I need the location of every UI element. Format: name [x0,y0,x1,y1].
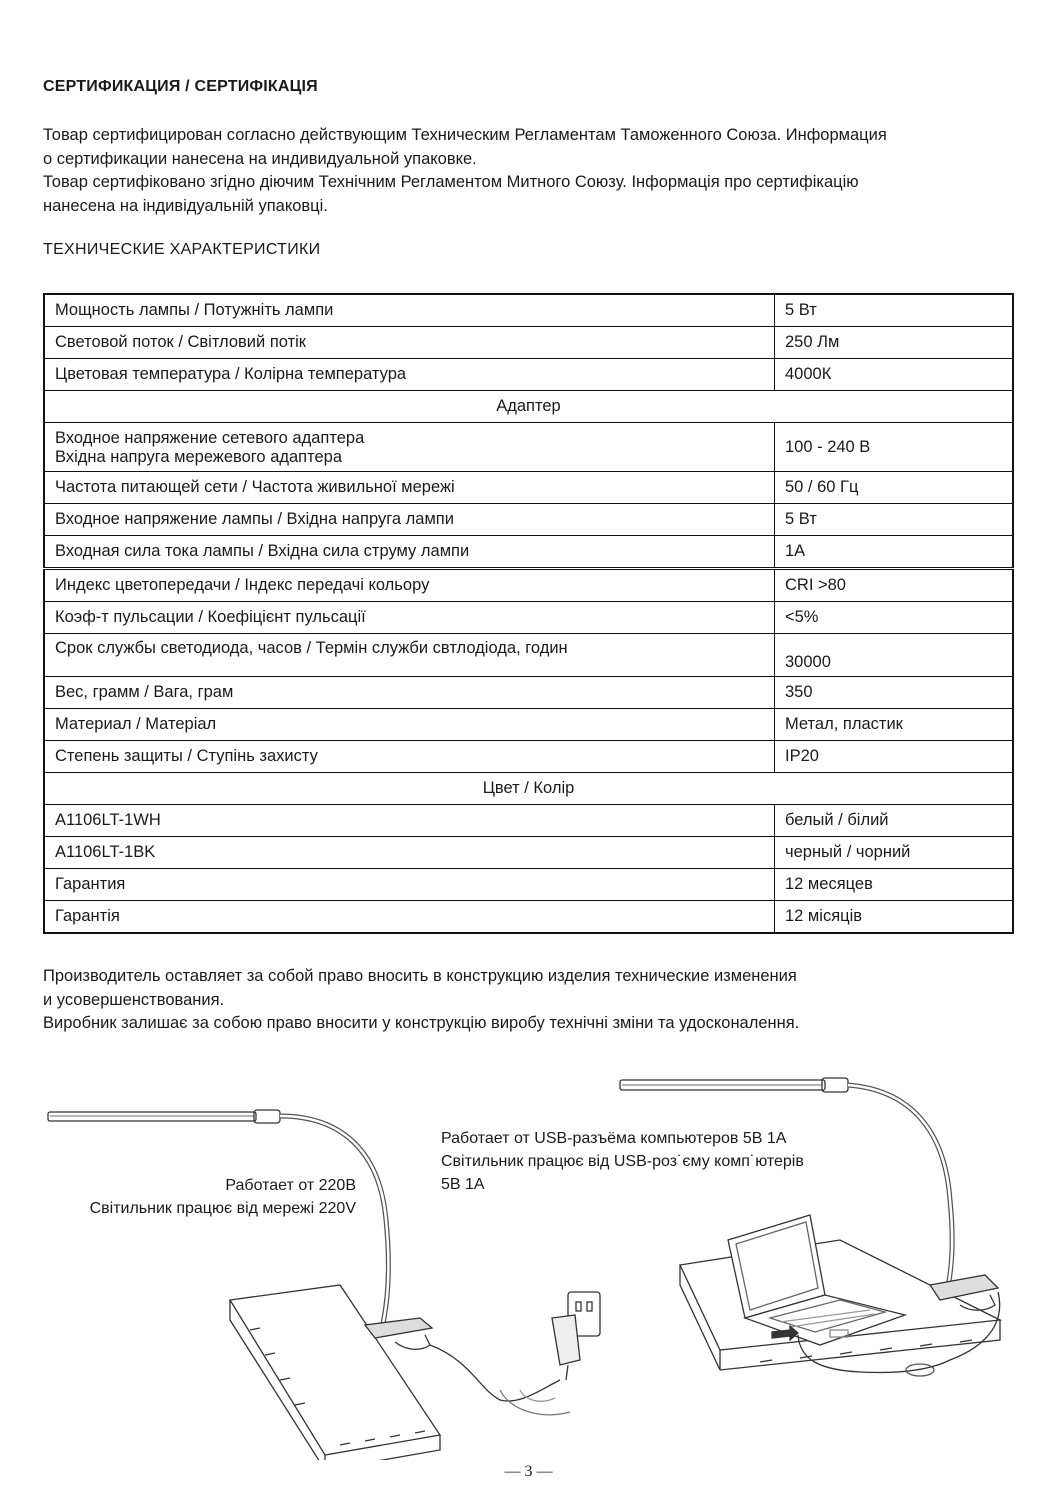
gooseneck-right [848,1085,952,1288]
spec-value: 50 / 60 Гц [775,472,1014,504]
spec-value: CRI >80 [775,569,1014,602]
spec-label [44,423,775,472]
disclaimer-line: и усовершенствования. [43,990,225,1009]
spec-value: белый / білий [775,805,1014,837]
certification-line: Товар сертифицирован согласно действующим Техническим Регламентам Таможенного Союза. Информация [43,126,887,144]
power-adapter-icon [552,1315,580,1365]
table-row [44,837,1013,869]
table-row [44,709,1013,741]
spec-value: 30000 [775,634,1014,677]
caption-line: Работает от USB-разъёма компьютеров 5В 1А [441,1130,787,1147]
spec-value: черный / чорний [775,837,1014,869]
spec-label: Срок службы светодиода, часов / Термін служби свтлодіода, годин [44,634,775,677]
spec-label: Гарантия [44,869,775,901]
spec-value: 5 Вт [775,504,1014,536]
certification-text [43,124,1003,218]
page-number: — 3 — [504,1463,553,1480]
specs-table [43,293,1014,934]
table-row [44,569,1013,602]
spec-value: <5% [775,602,1014,634]
spec-value: 12 місяців [775,901,1014,934]
spec-label: A1106LT-1BK [44,837,775,869]
spec-label: Световой поток / Світловий потік [44,327,775,359]
cable-switch-icon [906,1364,934,1376]
disclaimer-line: Виробник залишає за собою право вносити у конструкцію виробу технічні зміни та удосконалення. [43,1014,800,1032]
section-color: Цвет / Колір [44,773,1013,805]
table-row [44,327,1013,359]
spec-label: Коэф-т пульсации / Коефіцієнт пульсації [44,602,775,634]
specs-heading: ТЕХНИЧЕСКИЕ ХАРАКТЕРИСТИКИ [43,241,321,258]
spec-label: A1106LT-1WH [44,805,775,837]
spec-value: 4000К [775,359,1014,391]
spec-label: Входное напряжение лампы / Вхідна напруга лампи [44,504,775,536]
spec-label: Гарантія [44,901,775,934]
caption-mains [40,1174,356,1220]
spec-value: 250 Лм [775,327,1014,359]
table-row [44,602,1013,634]
caption-usb [441,1127,861,1196]
table-row [44,423,1013,472]
table-row [44,634,1013,677]
caption-line: Світильник працює від USB-роз˙єму комп˙ютерів [441,1153,804,1170]
spec-value: 100 - 240 В [775,423,1014,472]
cable-left [430,1345,560,1401]
spec-label: Вес, грамм / Вага, грам [44,677,775,709]
table-row [44,294,1013,327]
illustrations [0,1060,1057,1460]
lamp-usb-illustration [620,1078,1000,1376]
laptop-icon [728,1215,905,1345]
light-bar-joint [254,1110,280,1123]
spec-value: 5 Вт [775,294,1014,327]
spec-value: 1A [775,536,1014,569]
table-row [44,869,1013,901]
table-row [44,536,1013,569]
spec-value: Метал, пластик [775,709,1014,741]
table-row [44,504,1013,536]
table-row [44,677,1013,709]
table-row [44,741,1013,773]
spec-value: 350 [775,677,1014,709]
clamp-left [365,1318,432,1338]
table-section-row [44,391,1013,423]
section-adapter: Адаптер [44,391,1013,423]
table-row [44,901,1013,934]
spec-label: Мощность лампы / Потужніть лампи [44,294,775,327]
spec-label: Материал / Матеріал [44,709,775,741]
table-row [44,805,1013,837]
caption-line: Світильник працює від мережі 220V [89,1200,356,1217]
light-bar-joint-right [822,1078,848,1092]
certification-line: Товар сертифіковано згідно діючим Технічним Регламентом Митного Союзу. Інформація про сертифікацію [43,173,859,191]
caption-line: Работает от 220В [225,1177,356,1194]
table-row [44,359,1013,391]
spec-label: Частота питающей сети / Частота живильної мережі [44,472,775,504]
spec-value: 12 месяцев [775,869,1014,901]
spec-label: Цветовая температура / Колірна температура [44,359,775,391]
spec-label-line: Вхідна напруга мережевого адаптера [55,447,343,466]
table-section-row [44,773,1013,805]
disclaimer-line: Производитель оставляет за собой право вносить в конструкцию изделия технические изменения [43,967,797,985]
clamp-right [930,1275,998,1300]
table-row [44,472,1013,504]
certification-line: нанесена на індивідуальній упаковці. [43,196,328,215]
spec-value: IP20 [775,741,1014,773]
spec-label: Степень защиты / Ступінь захисту [44,741,775,773]
gooseneck-left [280,1116,388,1328]
certification-heading: СЕРТИФИКАЦИЯ / СЕРТИФІКАЦІЯ [43,78,318,95]
disclaimer-text [43,965,1003,1036]
caption-line: 5В 1А [441,1176,485,1193]
certification-line: о сертификации нанесена на индивидуальной упаковке. [43,149,477,168]
spec-label: Индекс цветопередачи / Індекс передачі кольору [44,569,775,602]
spec-label-line: Входное напряжение сетевого адаптера [55,428,365,447]
spec-label: Входная сила тока лампы / Вхідна сила струму лампи [44,536,775,569]
